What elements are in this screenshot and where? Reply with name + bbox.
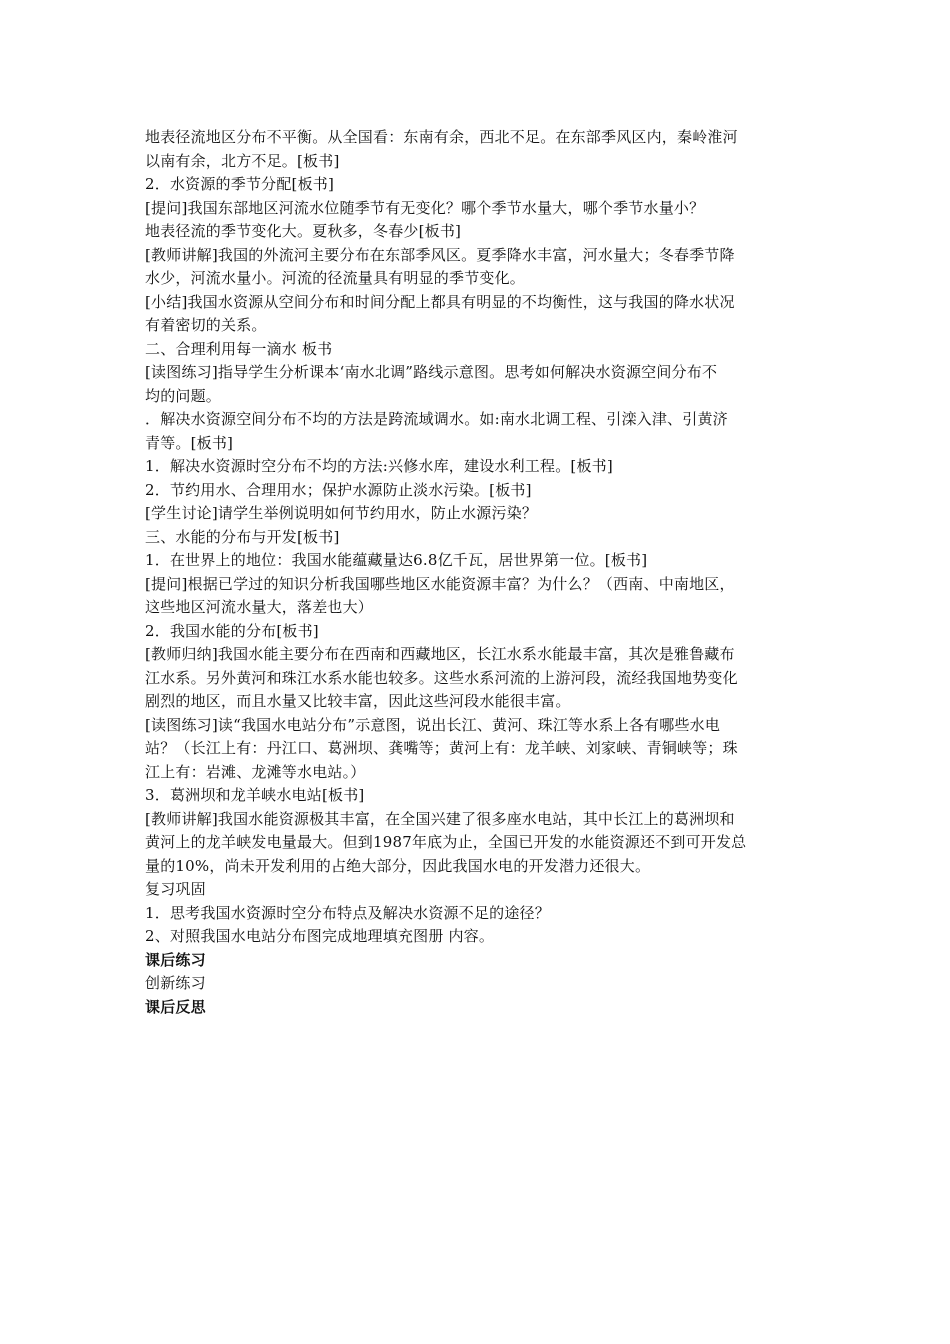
text-line: 这些地区河流水量大，落差也大）: [145, 598, 374, 616]
text-line: [教师归纳]我国水能主要分布在西南和西藏地区，长江水系水能最丰富，其次是雅鲁藏布: [145, 645, 735, 663]
text-line: 有着密切的关系。: [145, 316, 267, 334]
text-line: 剧烈的地区，而且水量又比较丰富，因此这些河段水能很丰富。: [145, 692, 571, 710]
section-heading: 课后练习: [145, 950, 206, 969]
text-line: [小结]我国水资源从空间分布和时间分配上都具有明显的不均衡性，这与我国的降水状况: [145, 292, 735, 311]
text-line: [教师讲解]我国水能资源极其丰富，在全国兴建了很多座水电站，其中长江上的葛洲坝和: [145, 809, 735, 828]
text-line: 地表径流的季节变化大。夏秋多，冬春少[板书]: [145, 222, 462, 240]
text-line: [提问]根据已学过的知识分析我国哪些地区水能资源丰富？为什么？（西南、中南地区，: [145, 574, 735, 593]
text-line: 三、水能的分布与开发[板书]: [145, 527, 340, 546]
section-heading: 课后反思: [145, 997, 206, 1016]
document-body: [145, 126, 810, 1019]
text-line: 2．我国水能的分布[板书]: [145, 621, 319, 640]
text-line: 复习巩固: [145, 880, 206, 898]
text-line: ．解决水资源空间分布不均的方法是跨流域调水。如:南水北调工程、引滦入津、引黄济: [145, 410, 728, 428]
text-line: 江上有：岩滩、龙滩等水电站。）: [145, 762, 366, 781]
text-line: 1．解决水资源时空分布不均的方法:兴修水库，建设水利工程。[板书]: [145, 457, 613, 475]
text-line: 站？（长江上有：丹江口、葛洲坝、龚嘴等；黄河上有：龙羊峡、刘家峡、青铜峡等；珠: [145, 739, 738, 757]
text-line: [教师讲解]我国的外流河主要分布在东部季风区。夏季降水丰富，河水量大；冬春季节降: [145, 245, 735, 264]
text-line: 均的问题。: [145, 386, 222, 405]
text-line: 1．在世界上的地位：我国水能蕴藏量达6.8亿千瓦，居世界第一位。[板书]: [145, 551, 648, 569]
text-line: 江水系。另外黄河和珠江水系水能也较多。这些水系河流的上游河段，流经我国地势变化: [145, 668, 738, 687]
text-line: 黄河上的龙羊峡发电量最大。但到1987年底为止，全国已开发的水能资源还不到可开发总: [145, 833, 747, 851]
text-line: [读图练习]指导学生分析课本‘南水北调”路线示意图。思考如何解决水资源空间分布不: [145, 363, 718, 381]
text-line: 1．思考我国水资源时空分布特点及解决水资源不足的途径？: [145, 903, 550, 922]
text-line: 2．水资源的季节分配[板书]: [145, 175, 335, 193]
text-line: [学生讨论]请学生举例说明如何节约用水，防止水源污染？: [145, 504, 538, 522]
text-line: [读图练习]读“我国水电站分布”示意图，说出长江、黄河、珠江等水系上各有哪些水电: [145, 715, 721, 734]
text-line: 青等。[板书]: [145, 433, 234, 452]
text-line: 量的10%，尚未开发利用的占绝大部分，因此我国水电的开发潜力还很大。: [145, 856, 651, 875]
text-line: 3．葛洲坝和龙羊峡水电站[板书]: [145, 786, 365, 804]
text-line: 二、合理利用每一滴水 板书: [145, 339, 333, 358]
text-line: 水少，河流水量小。河流的径流量具有明显的季节变化。: [145, 269, 526, 287]
text-line: 创新练习: [145, 974, 206, 992]
text-line: 2、对照我国水电站分布图完成地理填充图册 内容。: [145, 927, 495, 945]
text-line: 2．节约用水、合理用水；保护水源防止淡水污染。[板书]: [145, 480, 532, 499]
text-line: 地表径流地区分布不平衡。从全国看：东南有余，西北不足。在东部季风区内，秦岭淮河: [145, 128, 738, 146]
text-line: [提问]我国东部地区河流水位随季节有无变化？哪个季节水量大，哪个季节水量小？: [145, 198, 705, 217]
text-line: 以南有余，北方不足。[板书]: [145, 151, 340, 170]
